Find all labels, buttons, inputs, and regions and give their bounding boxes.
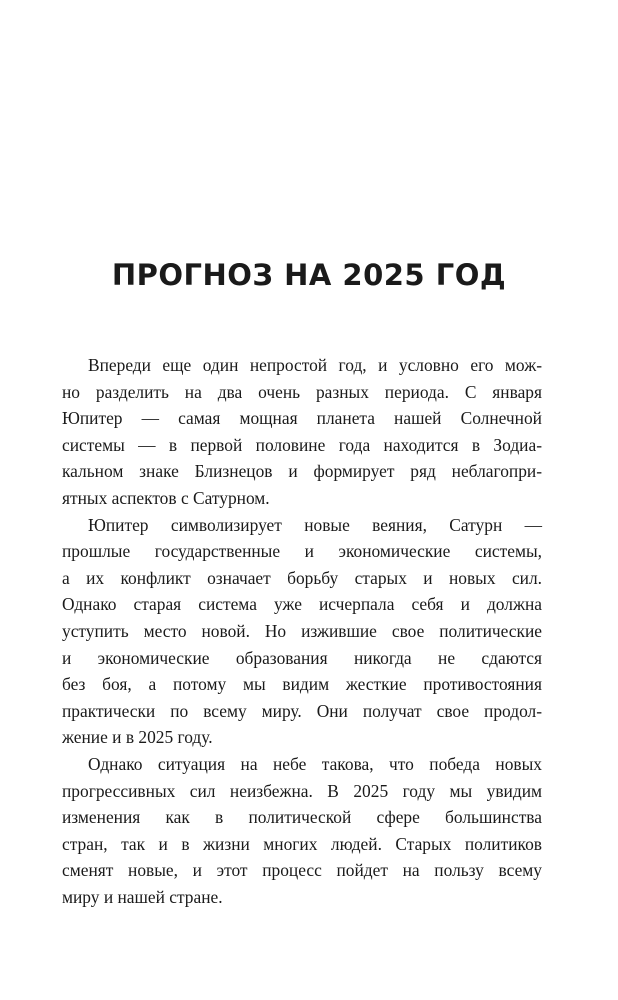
text-line: Впереди еще один непростой год, и условно его мож- bbox=[88, 355, 542, 375]
text-line: сменят новые, и этот процесс пойдет на пользу всему bbox=[62, 860, 542, 881]
text-line: изменения как в политической сфере большинства bbox=[62, 807, 542, 828]
chapter-title: ПРОГНОЗ НА 2025 ГОД bbox=[111, 258, 507, 292]
text-line: Однако ситуация на небе такова, что победа новых bbox=[88, 753, 542, 774]
text-line: практически по всему миру. Они получат свое продол- bbox=[62, 700, 542, 721]
paragraph-1 bbox=[62, 352, 542, 512]
text-line: ятных аспектов с Сатурном. bbox=[62, 487, 270, 508]
paragraph-3 bbox=[62, 751, 542, 911]
text-line: жение и в 2025 году. bbox=[62, 727, 213, 748]
text-line: стран, так и в жизни многих людей. Старых политиков bbox=[62, 833, 542, 854]
text-line: миру и нашей стране. bbox=[62, 886, 223, 907]
body-text bbox=[62, 352, 542, 910]
text-line: прошлые государственные и экономические системы, bbox=[62, 541, 542, 562]
text-line: Однако старая система уже исчерпала себя и должна bbox=[62, 594, 542, 615]
text-line: кальном знаке Близнецов и формирует ряд неблагопри- bbox=[62, 461, 542, 482]
text-line: без боя, а потому мы видим жесткие противостояния bbox=[62, 674, 542, 695]
text-line: прогрессивных сил неизбежна. В 2025 году мы увидим bbox=[62, 780, 542, 801]
text-line: уступить место новой. Но изжившие свое политические bbox=[62, 620, 542, 641]
text-line: системы — в первой половине года находится в Зодиа- bbox=[62, 434, 542, 455]
paragraph-2 bbox=[62, 512, 542, 751]
text-line: Юпитер символизирует новые веяния, Сатурн — bbox=[88, 514, 542, 535]
text-line: но разделить на два очень разных периода. С января bbox=[62, 381, 542, 402]
text-line: Юпитер — самая мощная планета нашей Солнечной bbox=[62, 408, 542, 429]
text-line: и экономические образования никогда не сдаются bbox=[62, 647, 542, 668]
text-line: а их конфликт означает борьбу старых и новых сил. bbox=[62, 567, 542, 588]
